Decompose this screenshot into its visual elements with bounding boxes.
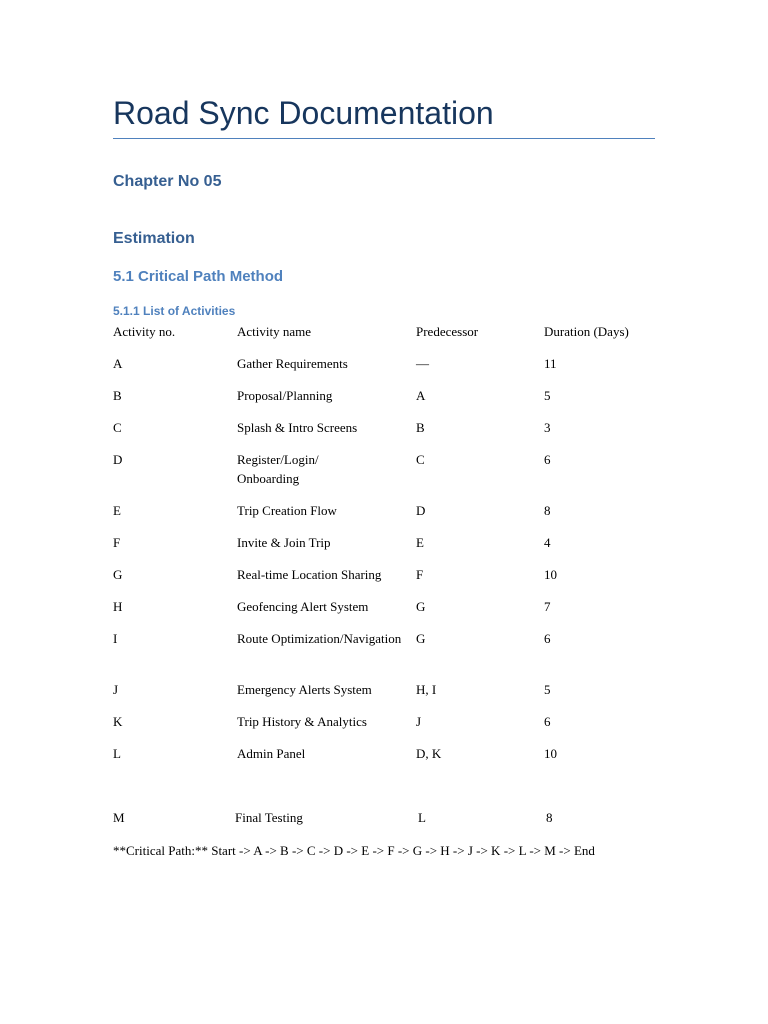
row-activity-name: Splash & Intro Screens bbox=[237, 420, 358, 435]
row-predecessor: D, K bbox=[416, 746, 442, 761]
row-activity-name: Emergency Alerts System bbox=[237, 682, 372, 697]
row-predecessor: C bbox=[416, 452, 425, 467]
row-activity-no: C bbox=[113, 420, 122, 435]
row-activity-no: D bbox=[113, 452, 123, 467]
row-predecessor: — bbox=[416, 356, 429, 371]
row-duration: 5 bbox=[544, 388, 551, 403]
row-activity-name: Gather Requirements bbox=[237, 356, 348, 371]
row-activity-name: Real-time Location Sharing bbox=[237, 567, 382, 582]
row-activity-no: E bbox=[113, 503, 121, 518]
header-predecessor: Predecessor bbox=[416, 324, 479, 339]
row-duration: 7 bbox=[544, 599, 551, 614]
critical-path-text: **Critical Path:** Start -> A -> B -> C -> D -> E -> F -> G -> H -> J -> K -> L -> M -> End bbox=[113, 843, 595, 858]
final-row-activity-name: Final Testing bbox=[235, 810, 303, 825]
row-predecessor: H, I bbox=[416, 682, 437, 697]
row-duration: 10 bbox=[544, 567, 557, 582]
row-activity-no: F bbox=[113, 535, 121, 550]
row-activity-name: Invite & Join Trip bbox=[237, 535, 331, 550]
row-duration: 5 bbox=[544, 682, 551, 697]
subsection-heading: 5.1.1 List of Activities bbox=[113, 304, 236, 318]
row-duration: 10 bbox=[544, 746, 557, 761]
row-activity-name: Route Optimization/Navigation bbox=[237, 631, 402, 646]
row-predecessor: G bbox=[416, 631, 426, 646]
row-duration: 4 bbox=[544, 535, 551, 550]
row-duration: 6 bbox=[544, 631, 551, 646]
row-activity-name: Proposal/Planning bbox=[237, 388, 333, 403]
header-activity-no: Activity no. bbox=[113, 324, 176, 339]
row-predecessor: E bbox=[416, 535, 424, 550]
row-predecessor: D bbox=[416, 503, 426, 518]
header-duration: Duration (Days) bbox=[544, 324, 629, 339]
section-heading: 5.1 Critical Path Method bbox=[113, 268, 284, 285]
final-row-duration: 8 bbox=[546, 810, 553, 825]
final-row-predecessor: L bbox=[418, 810, 426, 825]
row-duration: 6 bbox=[544, 452, 551, 467]
header-activity-name: Activity name bbox=[237, 324, 312, 339]
final-row-activity-no: M bbox=[113, 810, 125, 825]
row-activity-name: Trip Creation Flow bbox=[237, 503, 337, 518]
row-activity-no: A bbox=[113, 356, 123, 371]
document-title: Road Sync Documentation bbox=[113, 93, 655, 139]
row-duration: 6 bbox=[544, 714, 551, 729]
row-activity-name: Trip History & Analytics bbox=[237, 714, 367, 729]
row-activity-no: K bbox=[113, 714, 123, 729]
row-activity-no: B bbox=[113, 388, 122, 403]
row-duration: 3 bbox=[544, 420, 551, 435]
row-activity-name: Admin Panel bbox=[237, 746, 306, 761]
row-activity-name: Register/Login/ Onboarding bbox=[237, 452, 319, 486]
row-activity-no: I bbox=[113, 631, 118, 646]
chapter-heading: Chapter No 05 bbox=[113, 173, 222, 190]
row-activity-no: J bbox=[113, 682, 119, 697]
row-predecessor: F bbox=[416, 567, 424, 582]
row-duration: 11 bbox=[544, 356, 557, 371]
row-predecessor: A bbox=[416, 388, 426, 403]
chapter-title-heading: Estimation bbox=[113, 230, 195, 247]
row-activity-no: G bbox=[113, 567, 123, 582]
row-predecessor: J bbox=[416, 714, 422, 729]
row-duration: 8 bbox=[544, 503, 551, 518]
row-predecessor: B bbox=[416, 420, 425, 435]
row-activity-name: Geofencing Alert System bbox=[237, 599, 369, 614]
row-activity-no: L bbox=[113, 746, 121, 761]
row-activity-no: H bbox=[113, 599, 123, 614]
row-predecessor: G bbox=[416, 599, 426, 614]
